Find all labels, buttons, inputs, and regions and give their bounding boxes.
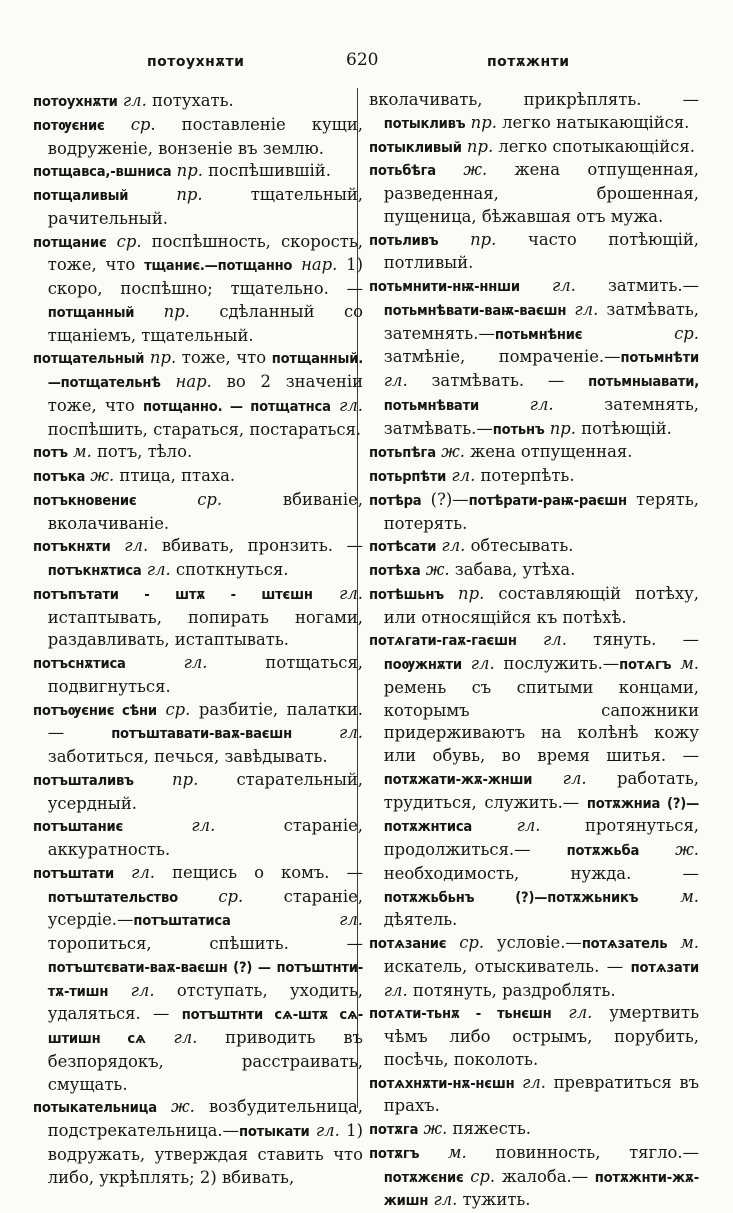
- grammar-abbreviation: ср.: [446, 933, 485, 952]
- grammar-abbreviation: нар.: [160, 372, 212, 391]
- headword: потщанный.—потщательнѣ: [47, 350, 364, 391]
- headword: потѫжьбьнъ (?)—потѫжьникъ: [383, 888, 639, 906]
- headword: потъкнѫтиса: [47, 562, 142, 579]
- grammar-abbreviation: пр.: [133, 769, 199, 789]
- definition-text: составляющій потѣху, или относящійся къ потѣхѣ.: [383, 583, 700, 627]
- grammar-abbreviation: пр.: [438, 229, 497, 249]
- grammar-abbreviation: пр.: [171, 161, 203, 181]
- grammar-abbreviation: гл.: [479, 394, 554, 414]
- headword: потьпѣга: [369, 444, 436, 462]
- dictionary-entry: [33, 160, 363, 184]
- definition-text: потянуть, раздроблять.: [407, 980, 616, 1000]
- definition-text: тужить.: [457, 1190, 531, 1210]
- headword: потщаниє: [33, 233, 107, 251]
- right-column: [369, 89, 699, 1213]
- headword: потьливъ: [369, 231, 439, 249]
- definition-text: 1) скоро, поспѣшно; тщательно. —: [47, 255, 363, 298]
- grammar-abbreviation: гл.: [472, 816, 541, 836]
- definition-text: истаптывать, попирать ногами, раздавливать, истаптывать.: [47, 607, 363, 650]
- grammar-abbreviation: ж.: [85, 466, 115, 485]
- dictionary-entry: [33, 90, 363, 114]
- page-header: [0, 50, 733, 80]
- dictionary-entry: [33, 652, 363, 699]
- headword: потоухнѫти: [33, 93, 118, 110]
- headword: потѹєниє: [33, 116, 105, 134]
- dictionary-entry: [33, 465, 363, 489]
- headword: потѫжати-жѫ-жнши: [383, 770, 533, 788]
- dictionary-entry: [33, 583, 363, 652]
- definition-text: поспѣшность, скорость, тоже, что: [47, 231, 363, 275]
- definition-text: приводить въ безпорядокъ, расстраивать, смущать.: [47, 1028, 363, 1094]
- dictionary-entry: [33, 769, 363, 816]
- grammar-abbreviation: ж.: [156, 1097, 195, 1117]
- headword: потъкновениє: [33, 491, 137, 509]
- dictionary-entry: [33, 535, 363, 583]
- grammar-abbreviation: гл.: [292, 723, 363, 743]
- definition-text: стараніе, аккуратность.: [47, 816, 363, 859]
- definition-text: забава, утѣха.: [449, 560, 576, 579]
- dictionary-entry: [369, 629, 699, 932]
- definition-text: тоже, что: [176, 348, 272, 368]
- dictionary-entry: [369, 275, 699, 441]
- definition-text: вбивать, пронзить. —: [148, 536, 363, 556]
- grammar-abbreviation: гл.: [446, 466, 476, 485]
- headword: потъпътати - штѫ - штєшн: [33, 585, 313, 603]
- definition-text: возбудительница, подстрекательница.—: [47, 1097, 363, 1140]
- grammar-abbreviation: гл.: [566, 299, 599, 319]
- definition-text: жалоба.—: [495, 1166, 595, 1186]
- definition-text: отступать, уходить, удаляться. —: [47, 980, 363, 1024]
- definition-text: тщательный, рачительный.: [47, 185, 363, 228]
- headword: поѹжнѫти: [383, 656, 462, 673]
- grammar-abbreviation: гл.: [436, 536, 466, 556]
- definition-text: (?)—: [421, 489, 469, 509]
- grammar-abbreviation: гл.: [532, 768, 587, 788]
- definition-text: дѣятель.: [383, 910, 458, 930]
- dictionary-entry: [369, 89, 699, 136]
- definition-text: жена отпущенная, разведенная, брошенная, пущеница, бѣжавшая отъ мужа.: [383, 160, 699, 226]
- headword: потѧхнѫти-нѫ-нєшн: [369, 1074, 515, 1092]
- definition-text: повинность, тягло.—: [466, 1142, 699, 1162]
- dictionary-entry: [369, 1118, 699, 1142]
- definition-text: поспѣшившій.: [202, 161, 331, 181]
- headword: потыкати: [238, 1123, 310, 1140]
- definition-text: потъ, тѣло.: [91, 442, 193, 462]
- definition-text: споткнуться.: [170, 560, 289, 579]
- grammar-abbreviation: м.: [419, 1142, 467, 1162]
- headword: потѧти-тьнѫ - тьнєшн: [369, 1005, 552, 1023]
- dictionary-entry: [33, 862, 363, 1097]
- grammar-abbreviation: гл.: [309, 1121, 340, 1140]
- grammar-abbreviation: ж.: [435, 442, 465, 462]
- headword: потѧзати: [630, 958, 699, 976]
- grammar-abbreviation: пр.: [134, 301, 190, 321]
- definition-text: поспѣшить, стараться, постараться.: [47, 419, 362, 439]
- grammar-abbreviation: гл.: [110, 536, 149, 556]
- headword: потъкнѫти: [33, 538, 111, 556]
- headword: потъштєвати-ваѫ-ваєшн (?) — потъштнти-тѫ-тишн: [47, 958, 363, 1000]
- definition-text: поставленіе кущи, водруженіе, вонзеніе въ землю.: [47, 114, 364, 158]
- grammar-abbreviation: ср.: [156, 699, 191, 719]
- definition-text: во 2 значеніи тоже, что: [47, 372, 363, 415]
- headword: потъштатиса: [133, 912, 231, 930]
- grammar-abbreviation: м.: [667, 933, 700, 952]
- headword: потъштнти сѧ-штѫ сѧ-штишн сѧ: [47, 1006, 363, 1047]
- dictionary-entry: [33, 347, 363, 441]
- grammar-abbreviation: нар.: [292, 255, 338, 275]
- dictionary-entry: [369, 159, 699, 228]
- definition-text: затемнять, затмѣвать.—: [383, 394, 700, 438]
- headword: потыкательница: [33, 1099, 157, 1117]
- grammar-abbreviation: м.: [67, 442, 92, 462]
- headword: потѧгъ: [619, 656, 672, 673]
- grammar-abbreviation: гл.: [516, 630, 567, 650]
- grammar-abbreviation: гл.: [145, 1028, 198, 1047]
- grammar-abbreviation: гл.: [383, 371, 408, 390]
- headword: потъ: [33, 444, 68, 462]
- grammar-abbreviation: пр.: [443, 583, 485, 603]
- grammar-abbreviation: ср.: [104, 114, 156, 134]
- grammar-abbreviation: пр.: [128, 185, 203, 204]
- headword: потщательный: [33, 350, 145, 368]
- headword: потѫгъ: [369, 1144, 420, 1162]
- headword: потьрпѣти: [369, 468, 447, 485]
- dictionary-entry: [33, 184, 363, 231]
- definition-text: терять, потерять.: [383, 489, 699, 533]
- dictionary-entry: [369, 465, 699, 489]
- definition-text: обтесывать.: [465, 536, 574, 556]
- grammar-abbreviation: гл.: [551, 1003, 593, 1023]
- headword: потщаливый: [33, 187, 129, 204]
- grammar-abbreviation: пр.: [461, 136, 494, 156]
- definition-text: потерпѣть.: [475, 466, 575, 485]
- grammar-abbreviation: гл.: [123, 816, 216, 836]
- headword: потьмнѣти: [620, 349, 699, 367]
- definition-text: условіе.—: [484, 933, 582, 952]
- headword: потьмнѣниє: [494, 325, 583, 343]
- headword: потьмнити-нѭ-ннши: [369, 278, 520, 295]
- dictionary-entry: [369, 1142, 699, 1213]
- definition-text: сдѣланный со тщаніемъ, тщательный.: [47, 301, 363, 345]
- definition-text: старательный, усердный.: [47, 769, 363, 813]
- definition-text: необходимость, нужда. —: [383, 863, 699, 883]
- definition-text: жена отпущенная.: [464, 442, 633, 462]
- definition-text: затмѣніе, помраченіе.—: [383, 347, 621, 367]
- definition-text: разбитіе, палатки. —: [47, 699, 364, 743]
- headword: потѫга: [369, 1121, 419, 1138]
- dictionary-entry: [33, 1096, 363, 1189]
- headword: потьбѣга: [369, 162, 436, 180]
- dictionary-entry: [33, 114, 363, 161]
- headword: потьнъ: [492, 420, 545, 438]
- headword: потѫжьба: [566, 842, 640, 859]
- dictionary-entry: [369, 1072, 699, 1119]
- definition-text: затмѣвать. —: [407, 371, 589, 390]
- headword: потщавса,-вшниса: [33, 163, 172, 181]
- definition-text: затмѣвать, затемнять.—: [383, 299, 700, 343]
- grammar-abbreviation: ж.: [420, 560, 450, 579]
- dictionary-entry: [33, 699, 363, 769]
- headword: потѣха: [369, 562, 421, 579]
- headword: потѧзатель: [581, 935, 668, 952]
- dictionary-entry: [33, 489, 363, 536]
- grammar-abbreviation: ср.: [463, 1166, 496, 1186]
- grammar-abbreviation: гл.: [108, 980, 155, 1000]
- grammar-abbreviation: гл.: [330, 395, 363, 415]
- dictionary-entry: [369, 559, 699, 583]
- grammar-abbreviation: гл.: [383, 980, 408, 1000]
- grammar-abbreviation: гл.: [230, 910, 363, 930]
- headword: потѫжниа (?)—потѫжнтиса: [383, 794, 699, 836]
- headword: потъшталивъ: [33, 771, 134, 789]
- definition-text: послужить.—: [494, 654, 620, 673]
- grammar-abbreviation: ж.: [418, 1119, 448, 1138]
- definition-text: стараніе, усердіе.—: [47, 886, 363, 930]
- grammar-abbreviation: ср.: [106, 231, 142, 251]
- headword: потъѹєниє сѣни: [33, 701, 157, 719]
- definition-text: легко спотыкающійся.: [493, 136, 695, 156]
- page-number: 620: [346, 50, 379, 70]
- grammar-abbreviation: гл.: [125, 653, 208, 672]
- dictionary-entry: [369, 583, 699, 630]
- dictionary-entry: [369, 489, 699, 536]
- grammar-abbreviation: пр.: [144, 348, 177, 368]
- headword: потьмнѣвати-ваѭ-ваєшн: [383, 301, 567, 319]
- dictionary-entry: [33, 441, 363, 465]
- grammar-abbreviation: пр.: [544, 418, 576, 438]
- dictionary-entry: [33, 815, 363, 862]
- grammar-abbreviation: гл.: [114, 862, 156, 882]
- definition-text: потѣющій.: [575, 418, 672, 438]
- headword: потѣсати: [369, 538, 437, 556]
- running-headword-right: потѫжнти: [487, 54, 570, 70]
- headword: потѧзаниє: [369, 935, 447, 952]
- headword: потѫжєниє: [383, 1168, 464, 1186]
- definition-text: превратиться въ прахъ.: [383, 1072, 699, 1116]
- headword: потъка: [33, 468, 86, 485]
- grammar-abbreviation: гл.: [117, 91, 147, 110]
- dictionary-entry: [369, 229, 699, 276]
- definition-text: легко натыкающійся.: [496, 112, 690, 132]
- dictionary-entry: [369, 441, 699, 465]
- headword: потѣшьнъ: [369, 585, 444, 603]
- definition-text: вколачивать, прикрѣплять. —: [369, 90, 699, 109]
- dictionary-entry: [369, 136, 699, 160]
- definition-text: ремень съ спитыми концами, которымъ сапожники придерживаютъ на колѣнѣ кожу или обувь, во время шитья. —: [383, 677, 699, 765]
- dictionary-entry: [369, 932, 699, 1002]
- grammar-abbreviation: гл.: [312, 583, 363, 603]
- headword: потѣра: [369, 491, 422, 509]
- grammar-abbreviation: пр.: [465, 112, 497, 132]
- definition-text: умертвить чѣмъ либо острымъ, порубить, посѣчь, поколоть.: [383, 1003, 700, 1069]
- grammar-abbreviation: ср.: [177, 886, 244, 906]
- definition-text: 1) водружать, утверждая ставить что либо, укрѣплять; 2) вбивать,: [47, 1121, 363, 1187]
- headword: потьмныавати, потьмнѣвати: [383, 373, 699, 414]
- running-headword-left: потоухнѫти: [147, 54, 245, 70]
- definition-text: потухать.: [146, 91, 234, 110]
- grammar-abbreviation: м.: [638, 886, 699, 906]
- headword: потѫжнти-жѫ-жишн: [383, 1168, 699, 1210]
- headword: потѣрати-раѭ-раєшн: [468, 491, 627, 509]
- headword: потъснѫтиса: [33, 655, 126, 672]
- definition-text: работать, трудиться, служить.—: [383, 768, 699, 812]
- headword: тщаниє.—потщанно: [144, 257, 293, 275]
- definition-text: птица, птаха.: [114, 466, 236, 485]
- grammar-abbreviation: ж.: [435, 160, 488, 180]
- definition-text: пещись о комъ. —: [155, 862, 363, 882]
- definition-text: протянуться, продолжиться.—: [383, 816, 699, 859]
- headword: потъштавати-ваѫ-ваєшн: [111, 725, 293, 743]
- headword: потыкливый: [369, 138, 462, 156]
- definition-text: часто потѣющій, потливый.: [383, 229, 699, 273]
- grammar-abbreviation: гл.: [514, 1072, 547, 1092]
- headword: потъштати: [33, 864, 114, 882]
- definition-text: торопиться, спѣшить. —: [47, 934, 363, 953]
- grammar-abbreviation: м.: [671, 654, 699, 673]
- headword: потщанный: [47, 303, 135, 321]
- grammar-abbreviation: ср.: [136, 489, 223, 509]
- headword: потъштаниє: [33, 818, 124, 836]
- definition-text: заботиться, печься, завѣдывать.: [47, 747, 328, 766]
- dictionary-entry: [369, 1002, 699, 1071]
- definition-text: тянуть. —: [566, 630, 699, 650]
- headword: потыкливъ: [383, 114, 466, 132]
- grammar-abbreviation: гл.: [141, 560, 171, 579]
- definition-text: вбиваніе, вколачиваніе.: [47, 489, 364, 533]
- definition-text: затмить.—: [575, 276, 699, 295]
- dictionary-entry: [369, 535, 699, 559]
- grammar-abbreviation: ср.: [582, 323, 699, 343]
- definition-text: пяжесть.: [447, 1119, 531, 1138]
- grammar-abbreviation: гл.: [461, 654, 495, 673]
- definition-text: потщаться, подвигнуться.: [47, 653, 363, 696]
- left-column: [33, 90, 363, 1189]
- definition-text: искатель, отыскиватель. —: [383, 956, 631, 976]
- headword: потъштательство: [47, 888, 178, 906]
- headword: потѧгати-гаѫ-гаєшн: [369, 632, 517, 650]
- grammar-abbreviation: гл.: [519, 276, 576, 295]
- headword: потщанно. — потщатнса: [142, 397, 331, 415]
- dictionary-entry: [33, 231, 363, 348]
- grammar-abbreviation: гл.: [428, 1190, 458, 1210]
- grammar-abbreviation: ж.: [639, 840, 699, 859]
